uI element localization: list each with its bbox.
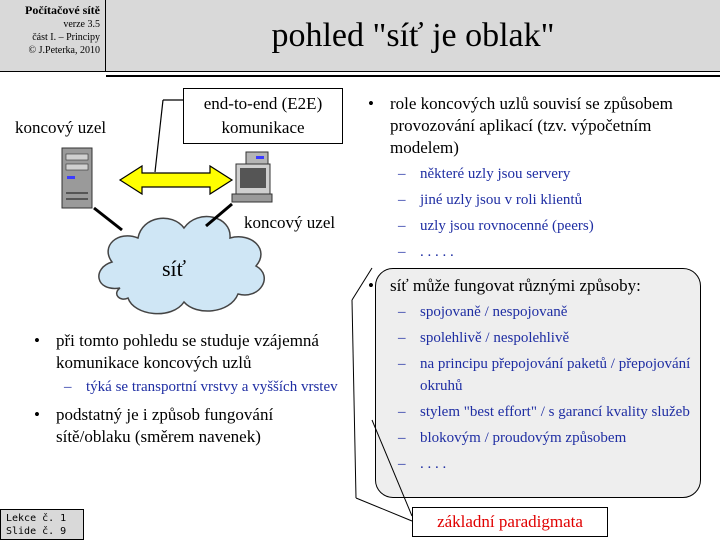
right-bottom-sub-3 [390, 353, 709, 397]
left-bullet-1 [30, 330, 350, 398]
right-bottom-sub-1 [390, 301, 709, 323]
left-bullet-1-text: při tomto pohledu se studuje vzájemná komunikace koncových uzlů [56, 331, 319, 372]
copyright-text: © J.Peterka, 2010 [28, 45, 100, 56]
right-bottom-sub-2-text: spolehlivě / nespolehlivě [420, 330, 570, 346]
paradigm-label: základní paradigmata [437, 512, 583, 531]
right-top-sub-4-text: . . . . . [420, 244, 454, 260]
e2e-line2: komunikace [221, 118, 305, 137]
left-sub-bullet-1 [56, 376, 350, 398]
right-top-bullet [364, 93, 704, 263]
right-top-sub-3 [390, 215, 704, 237]
left-sub-bullet-1-text: týká se transportní vrstvy a vyšších vrstev [86, 379, 338, 395]
right-bottom-bullet [364, 275, 709, 475]
right-top-sub-4 [390, 241, 704, 263]
e2e-line1: end-to-end (E2E) [203, 94, 323, 113]
right-bottom-sub-2 [390, 327, 709, 349]
lecture-number: Lekce č. 1 [6, 513, 67, 524]
desktop-computer-icon [232, 152, 272, 202]
title-bar [106, 0, 720, 72]
version-text: verze 3.5 [63, 19, 100, 30]
right-bottom-sub-4 [390, 401, 709, 423]
paradigm-label-box [412, 507, 608, 537]
network-diagram [0, 80, 360, 330]
right-top-sub-1-text: některé uzly jsou servery [420, 166, 571, 182]
right-top-bullet-list [364, 93, 704, 263]
right-bottom-sub-6 [390, 453, 709, 475]
left-bullet-2-text: podstatný je i způsob fungování sítě/oblaku (směrem navenek) [56, 405, 274, 446]
paradigm-callout-line-1 [356, 498, 412, 521]
cloud-label: síť [162, 256, 187, 281]
right-top-sub-2-text: jiné uzly jsou v roli klientů [420, 192, 583, 208]
course-info-box [0, 0, 106, 72]
right-node-label: koncový uzel [244, 213, 336, 232]
right-bottom-sub-6-text: . . . . [420, 456, 447, 472]
right-bottom-sub-5-text: blokovým / proudovým způsobem [420, 430, 627, 446]
right-top-sub-3-text: uzly jsou rovnocenné (peers) [420, 218, 594, 234]
part-text: část I. – Principy [32, 32, 100, 43]
slide-title: pohled "síť je oblak" [271, 17, 555, 54]
right-bottom-bullet-list [364, 275, 709, 475]
left-bullet-2 [30, 404, 350, 448]
right-bottom-sub-3-text: na principu přepojování paketů / přepojování okruhů [420, 356, 691, 394]
right-top-bullet-text: role koncových uzlů souvisí se způsobem provozování aplikací (tzv. výpočetním modelem) [390, 94, 673, 157]
right-bottom-sub-4-text: stylem "best effort" / s garancí kvality služeb [420, 404, 690, 420]
left-bullet-list [30, 330, 350, 448]
e2e-communication-box [183, 88, 343, 144]
callout-line-2 [155, 100, 163, 172]
right-top-sub-1 [390, 163, 704, 185]
slide-number: Slide č. 9 [6, 526, 67, 537]
title-divider [106, 75, 720, 77]
slide-footer-box [0, 509, 84, 540]
right-bottom-bullet-text: síť může fungovat různými způsoby: [390, 276, 641, 295]
right-top-sub-2 [390, 189, 704, 211]
course-name: Počítačové sítě [25, 3, 100, 17]
right-bottom-sub-1-text: spojovaně / nespojovaně [420, 304, 568, 320]
link-line-left [94, 208, 122, 230]
right-bottom-sub-5 [390, 427, 709, 449]
server-tower-icon [62, 148, 92, 208]
left-node-label: koncový uzel [15, 118, 107, 137]
e2e-arrow-icon [120, 166, 232, 194]
